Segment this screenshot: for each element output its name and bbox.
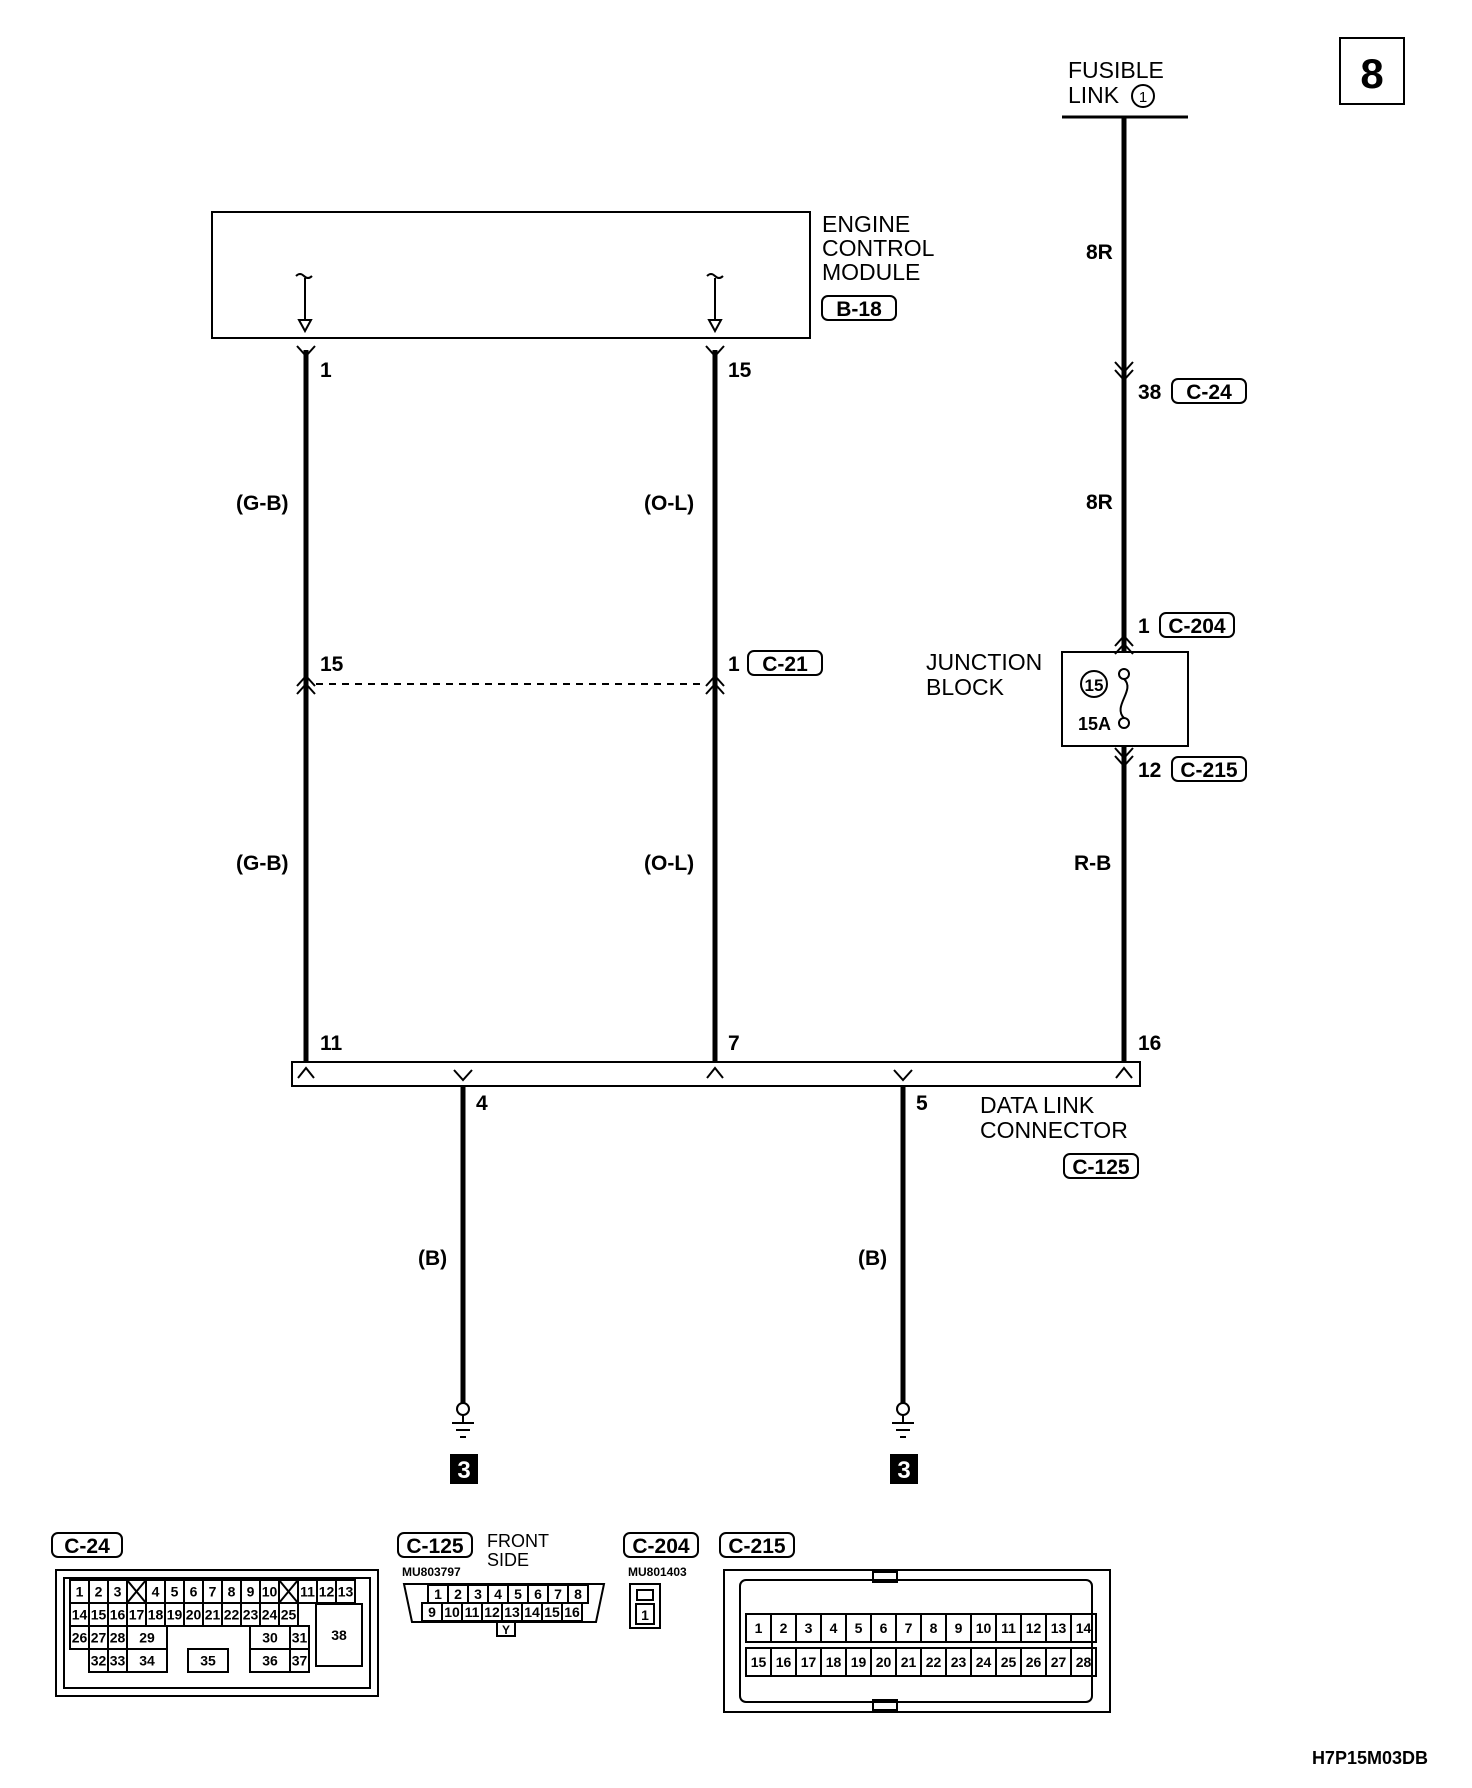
c204-view-id: C-204: [632, 1535, 690, 1558]
c125-pin-9-label: 9: [428, 1604, 436, 1620]
wire-color-gb-top: (G-B): [236, 492, 289, 515]
c24-pin-12-label: 12: [318, 1583, 335, 1600]
c24-pin-11-label: 11: [300, 1583, 315, 1600]
c24-pin-27-label: 27: [90, 1629, 107, 1646]
c24-pin-3-label: 3: [113, 1583, 122, 1600]
c24-pin-9-label: 9: [246, 1583, 255, 1600]
c125-view-side-2: SIDE: [487, 1550, 530, 1570]
c24-pin-16-label: 16: [109, 1606, 126, 1623]
dlc-pin-11-mark: [298, 1068, 314, 1078]
c125-pin-5-label: 5: [514, 1586, 522, 1602]
c24-pin-34-label: 34: [139, 1652, 155, 1669]
fuse-terminal-bottom: [1119, 718, 1129, 728]
c24-view-id: C-24: [64, 1535, 110, 1558]
ecm-signal-squiggle-1: [296, 274, 312, 278]
c24-pin-13-label: 13: [337, 1583, 354, 1600]
dlc-pin-7: 7: [728, 1032, 740, 1055]
c24-pin-24-label: 24: [261, 1606, 278, 1623]
c24-pin-1-label: 1: [75, 1583, 84, 1600]
c24-pin-22-label: 22: [223, 1606, 240, 1623]
c125-view-cells: [422, 1585, 588, 1621]
c215-pin-21-label: 21: [900, 1654, 917, 1670]
wire-color-r-b: R-B: [1074, 852, 1112, 875]
ecm-pin-1: 1: [320, 359, 332, 382]
c24-pin-7-label: 7: [208, 1583, 217, 1600]
ecm-signal-arrow-2: [709, 320, 721, 331]
c215-pin-12: 12: [1138, 759, 1162, 782]
c21-pin-1: 1: [728, 653, 740, 676]
dlc-pin-11: 11: [320, 1032, 343, 1055]
fuse-amperage: 15A: [1078, 714, 1112, 734]
c125-pin-6-label: 6: [534, 1586, 542, 1602]
junction-block-label-1: JUNCTION: [926, 649, 1043, 675]
c215-pin-9-label: 9: [954, 1620, 963, 1636]
c24-pin-28-label: 28: [109, 1629, 126, 1646]
c24-cross-3: [127, 1580, 146, 1603]
dlc-pin-4-mark: [454, 1070, 472, 1080]
dlc-pin-4: 4: [476, 1092, 488, 1115]
fusible-link-label-1: FUSIBLE: [1068, 57, 1164, 83]
c125-pin-12-label: 12: [484, 1604, 500, 1620]
c215-pin-10-label: 10: [975, 1620, 992, 1636]
c125-pin-1-label: 1: [434, 1586, 442, 1602]
c215-connector-id: C-215: [1180, 759, 1238, 782]
c24-pin-5-label: 5: [170, 1583, 179, 1600]
wire-color-gb-bottom: (G-B): [236, 852, 289, 875]
dlc-label-1: DATA LINK: [980, 1092, 1095, 1118]
c125-pin-13-label: 13: [504, 1604, 520, 1620]
c215-pin-17-label: 17: [800, 1654, 817, 1670]
c24-pin-33-label: 33: [109, 1652, 126, 1669]
fuse-terminal-top: [1119, 669, 1129, 679]
c24-connector-id: C-24: [1186, 381, 1232, 404]
c215-pin-14-label: 14: [1075, 1620, 1092, 1636]
page-number: 8: [1360, 50, 1384, 97]
ground-left-icon: [452, 1403, 474, 1437]
c21-connector-id: C-21: [762, 653, 808, 676]
c24-pin-25-label: 25: [280, 1606, 297, 1623]
c125-view-key-label: Y: [501, 1623, 511, 1637]
c125-pin-3-label: 3: [474, 1586, 482, 1602]
c24-pin-17-label: 17: [128, 1606, 145, 1623]
wire-color-ol-top: (O-L): [644, 492, 695, 515]
dlc-pin-5: 5: [916, 1092, 928, 1115]
c24-pin-30-label: 30: [262, 1629, 278, 1646]
wire-color-8r-mid: 8R: [1086, 491, 1113, 514]
c215-view-cells: [746, 1614, 1096, 1676]
c215-pin-23-label: 23: [950, 1654, 967, 1670]
c24-pin-18-label: 18: [147, 1606, 164, 1623]
c24-pin-15-label: 15: [90, 1606, 107, 1623]
c215-pin-1-label: 1: [754, 1620, 763, 1636]
ecm-signal-squiggle-2: [707, 274, 723, 278]
c215-pin-16-label: 16: [775, 1654, 792, 1670]
c204-connector-id: C-204: [1168, 615, 1226, 638]
ground-right-icon: [892, 1403, 914, 1437]
c215-pin-18-label: 18: [825, 1654, 842, 1670]
c215-pin-26-label: 26: [1025, 1654, 1042, 1670]
c215-pin-5-label: 5: [854, 1620, 863, 1636]
dlc-pin-7-mark: [707, 1068, 723, 1078]
wire-color-b-right: (B): [858, 1247, 888, 1270]
c24-pin-4-label: 4: [151, 1583, 160, 1600]
c215-view-id: C-215: [728, 1535, 786, 1558]
dlc-pin-5-mark: [894, 1070, 912, 1080]
c24-pin-8-label: 8: [227, 1583, 236, 1600]
ecm-signal-arrow-1: [299, 320, 311, 331]
c24-pin-14-label: 14: [71, 1606, 88, 1623]
dlc-box: [292, 1062, 1140, 1086]
ecm-label-3: MODULE: [822, 259, 921, 285]
c125-pin-11-label: 11: [464, 1604, 480, 1620]
ecm-label-1: ENGINE: [822, 211, 911, 237]
diagram-code: H7P15M03DB: [1311, 1748, 1428, 1768]
c215-pin-13-label: 13: [1050, 1620, 1067, 1636]
c24-pin-32-label: 32: [90, 1652, 107, 1669]
dlc-pin-16: 16: [1138, 1032, 1162, 1055]
wire-color-b-left: (B): [418, 1247, 448, 1270]
c215-pin-15-label: 15: [750, 1654, 767, 1670]
c125-pin-14-label: 14: [524, 1604, 540, 1620]
fusible-link-label-2: LINK: [1068, 82, 1120, 108]
c125-pin-15-label: 15: [544, 1604, 560, 1620]
c215-pin-24-label: 24: [975, 1654, 992, 1670]
c24-pin-38: 38: [1138, 381, 1162, 404]
fusible-link-number: 1: [1138, 89, 1148, 106]
c204-view-part: MU801403: [628, 1565, 687, 1579]
c215-pin-22-label: 22: [925, 1654, 942, 1670]
c24-pin-38-label: 38: [331, 1627, 347, 1643]
wire-color-8r-top: 8R: [1086, 241, 1113, 264]
c24-pin-29-label: 29: [139, 1629, 155, 1646]
c125-view-side-1: FRONT: [487, 1531, 549, 1551]
c24-pin-20-label: 20: [185, 1606, 202, 1623]
fuse-number: 15: [1084, 676, 1104, 695]
c215-pin-25-label: 25: [1000, 1654, 1017, 1670]
c21-pin-15: 15: [320, 653, 344, 676]
c215-pin-7-label: 7: [904, 1620, 913, 1636]
c125-view-part: MU803797: [402, 1565, 461, 1579]
c125-pin-2-label: 2: [454, 1586, 462, 1602]
c24-pin-37-label: 37: [291, 1652, 308, 1669]
c215-pin-6-label: 6: [879, 1620, 888, 1636]
c24-pin-2-label: 2: [94, 1583, 103, 1600]
ground-left-number: 3: [457, 1457, 471, 1484]
c24-pin-35-label: 35: [200, 1652, 216, 1669]
c215-pin-2-label: 2: [779, 1620, 788, 1636]
ecm-label-2: CONTROL: [822, 235, 935, 261]
dlc-label-2: CONNECTOR: [980, 1117, 1128, 1143]
c24-pin-31-label: 31: [291, 1629, 308, 1646]
c24-pin-19-label: 19: [166, 1606, 183, 1623]
c24-pin-10-label: 10: [261, 1583, 278, 1600]
dlc-connector-id: C-125: [1072, 1156, 1130, 1179]
c215-pin-19-label: 19: [850, 1654, 867, 1670]
c125-pin-16-label: 16: [564, 1604, 580, 1620]
c215-pin-11-label: 11: [1001, 1620, 1016, 1636]
c215-pin-12-label: 12: [1025, 1620, 1042, 1636]
c204-view-pin: 1: [641, 1607, 649, 1623]
c24-pin-23-label: 23: [242, 1606, 259, 1623]
c204-pin-1: 1: [1138, 615, 1150, 638]
wire-color-ol-bottom: (O-L): [644, 852, 695, 875]
c215-pin-27-label: 27: [1050, 1654, 1067, 1670]
c24-pin-6-label: 6: [189, 1583, 198, 1600]
fuse-icon: [1121, 679, 1128, 718]
c24-cross-11: [279, 1580, 298, 1603]
c125-view-id: C-125: [406, 1535, 464, 1558]
c24-pin-36-label: 36: [262, 1652, 278, 1669]
c24-pin-21-label: 21: [204, 1606, 221, 1623]
c215-pin-4-label: 4: [829, 1620, 838, 1636]
ecm-connector-id: B-18: [836, 298, 882, 321]
ecm-pin-15: 15: [728, 359, 752, 382]
c125-pin-4-label: 4: [494, 1586, 502, 1602]
c24-view-cells: [70, 1580, 362, 1672]
c125-pin-7-label: 7: [554, 1586, 562, 1602]
c215-pin-3-label: 3: [804, 1620, 813, 1636]
junction-block-label-2: BLOCK: [926, 674, 1004, 700]
c215-pin-20-label: 20: [875, 1654, 892, 1670]
dlc-pin-16-mark: [1116, 1068, 1132, 1078]
c204-view-latch: [637, 1590, 653, 1600]
ground-right-number: 3: [897, 1457, 911, 1484]
c125-pin-10-label: 10: [444, 1604, 460, 1620]
c125-pin-8-label: 8: [574, 1586, 582, 1602]
c215-pin-8-label: 8: [929, 1620, 938, 1636]
c24-pin-26-label: 26: [71, 1629, 88, 1646]
c215-pin-28-label: 28: [1075, 1654, 1092, 1670]
